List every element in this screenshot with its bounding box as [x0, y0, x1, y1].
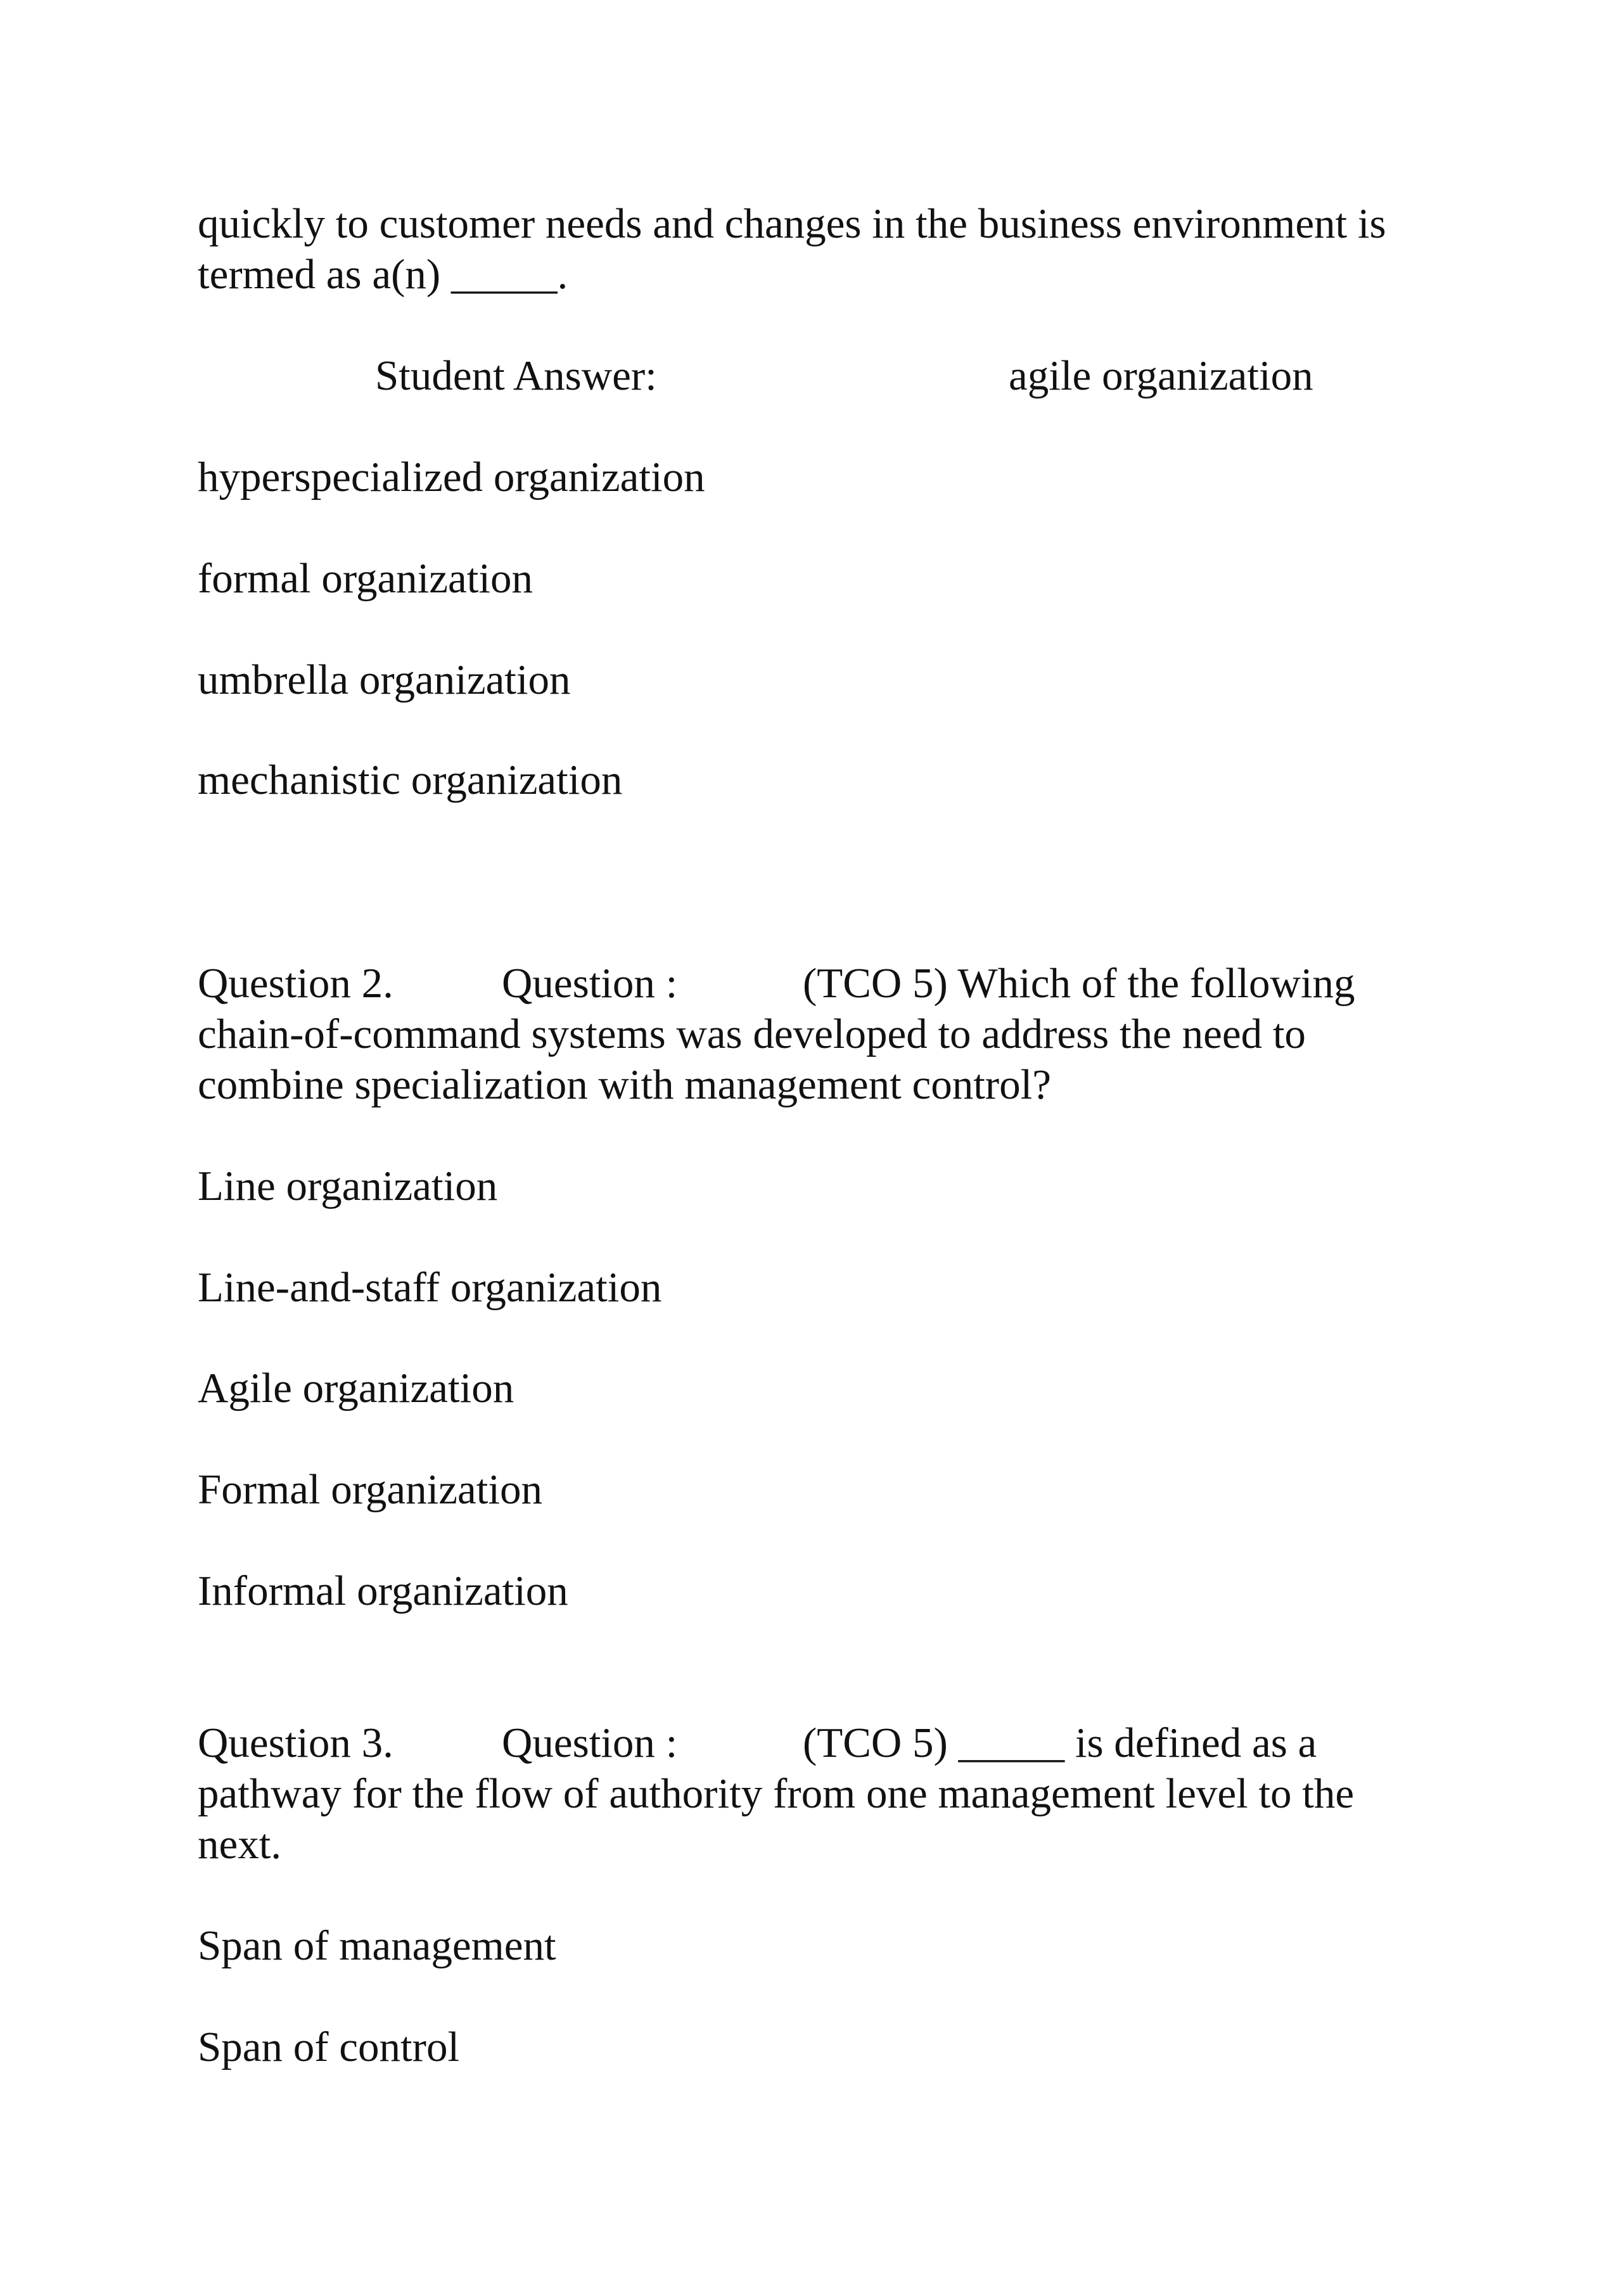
- q2-stem-line-3: combine specialization with management control?: [198, 1061, 1051, 1108]
- q2-number: Question 2.: [198, 960, 393, 1007]
- q2-option: Line organization: [198, 1163, 498, 1209]
- q1-option: mechanistic organization: [198, 756, 623, 803]
- student-answer-value: agile organization: [1009, 352, 1313, 399]
- q3-stem-line-1: (TCO 5) _____ is defined as a: [803, 1719, 1317, 1766]
- q3-option: Span of control: [198, 2024, 460, 2070]
- q2-option: Line-and-staff organization: [198, 1264, 662, 1311]
- q3-number: Question 3.: [198, 1719, 393, 1766]
- q3-option: Span of management: [198, 1922, 556, 1969]
- q1-option: umbrella organization: [198, 656, 571, 703]
- q1-stem-line-2: termed as a(n) _____.: [198, 251, 568, 298]
- q2-option: Agile organization: [198, 1365, 514, 1412]
- q2-option: Informal organization: [198, 1567, 568, 1614]
- q3-stem-line-2: pathway for the flow of authority from one management level to the: [198, 1770, 1355, 1817]
- q1-stem-line-1: quickly to customer needs and changes in the business environment is: [198, 200, 1386, 247]
- q1-option: hyperspecialized organization: [198, 454, 705, 501]
- student-answer-label: Student Answer:: [375, 352, 657, 399]
- q2-stem-line-2: chain-of-command systems was developed to address the need to: [198, 1011, 1306, 1057]
- q3-stem-line-3: next.: [198, 1821, 282, 1868]
- q1-option: formal organization: [198, 555, 533, 602]
- q2-question-label: Question :: [502, 960, 678, 1007]
- q2-option: Formal organization: [198, 1466, 542, 1513]
- q2-stem-line-1: (TCO 5) Which of the following: [803, 960, 1355, 1007]
- q3-question-label: Question :: [502, 1719, 678, 1766]
